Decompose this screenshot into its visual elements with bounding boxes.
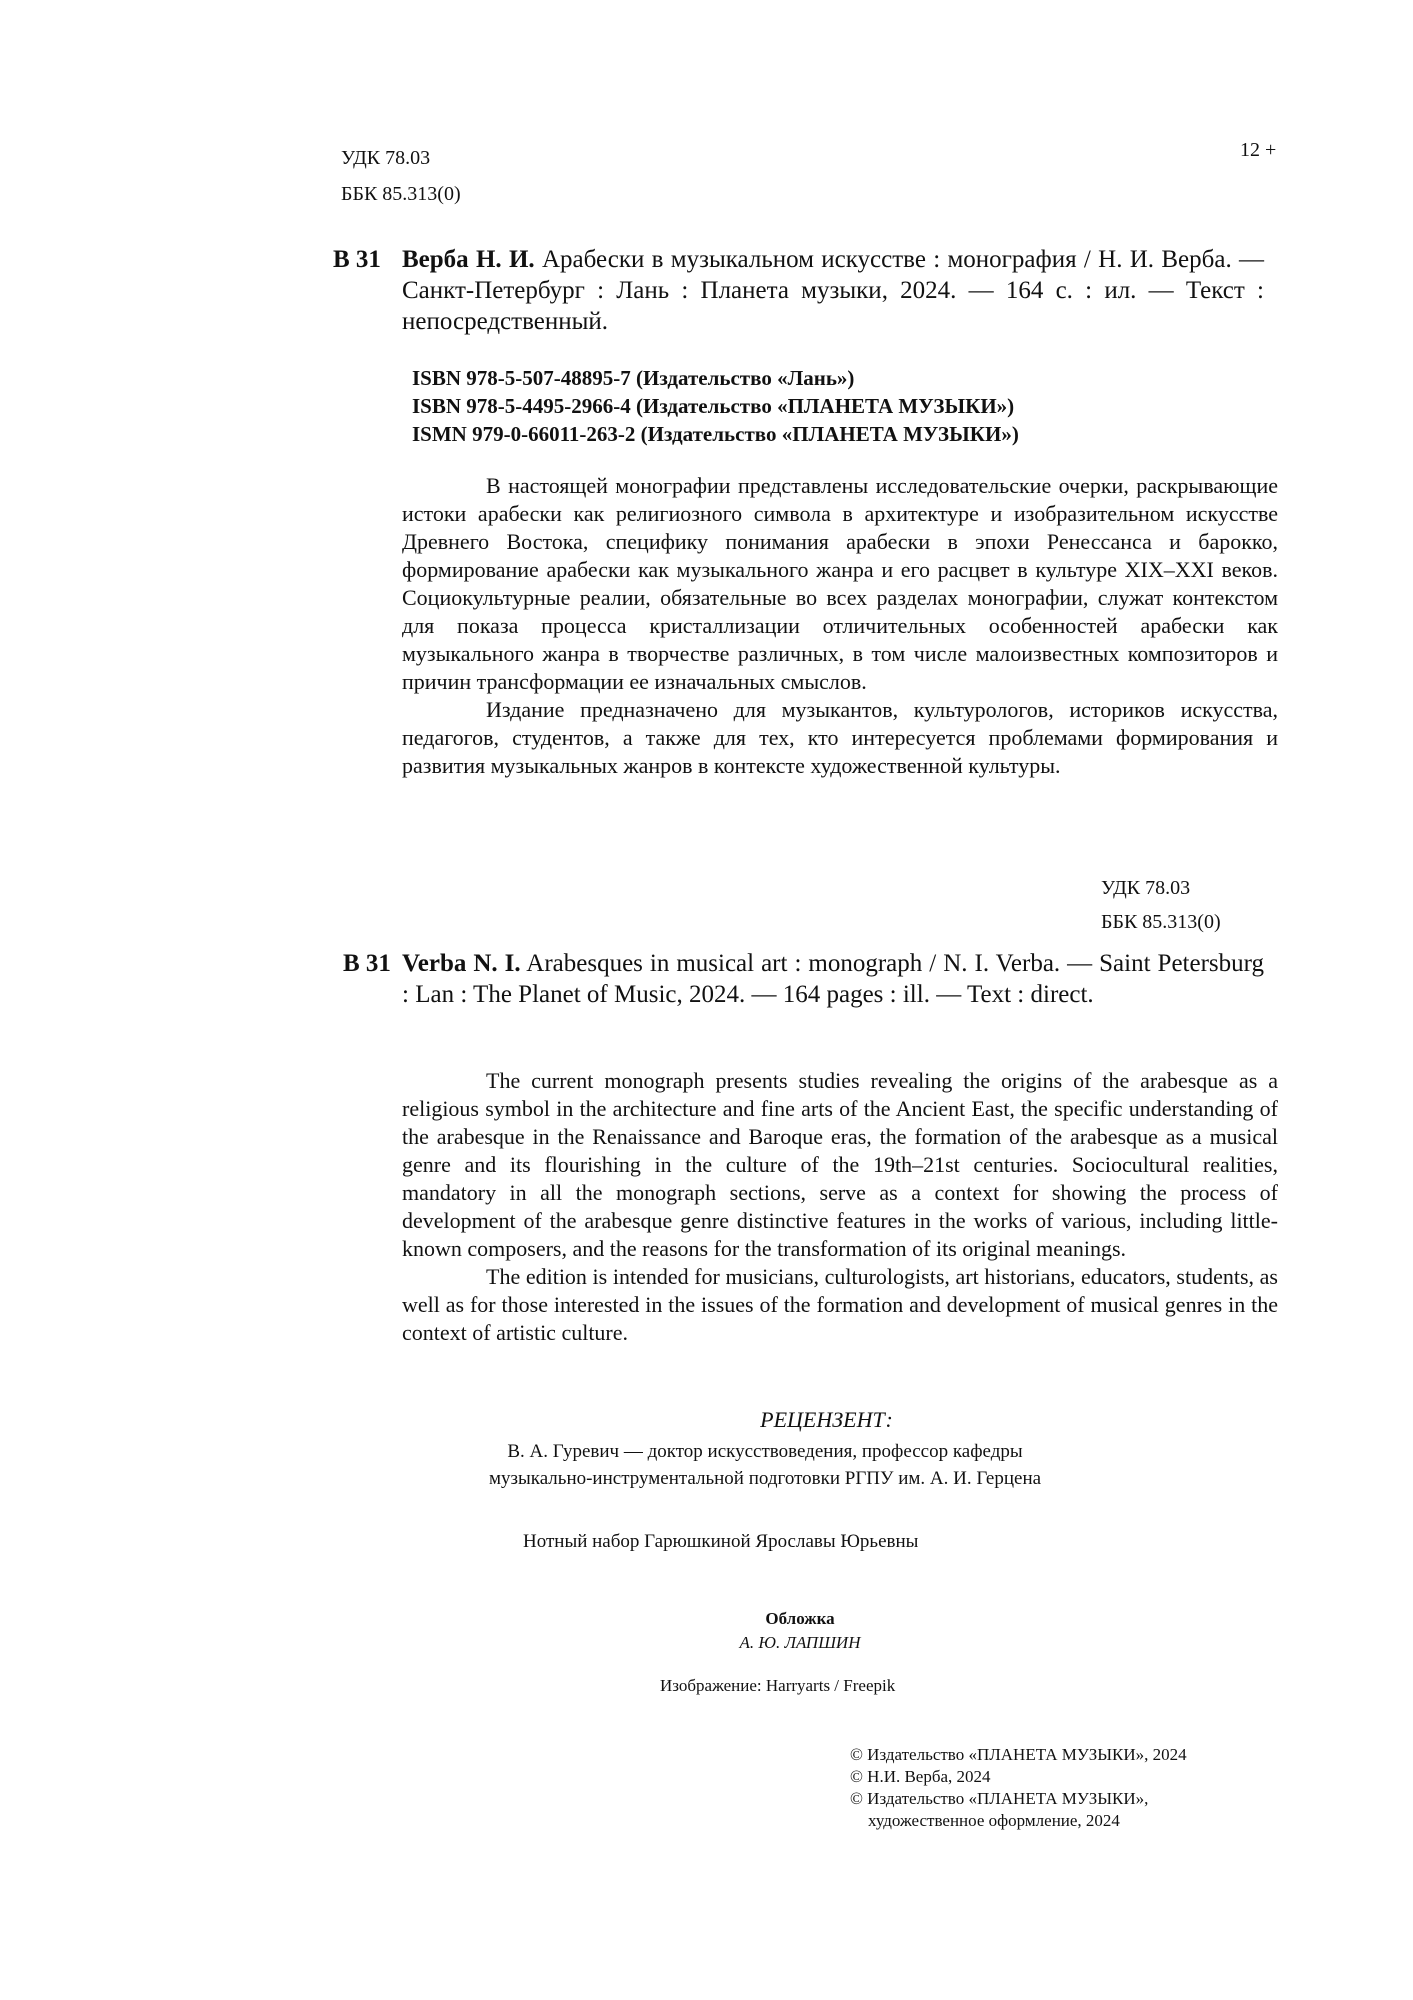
notation-credit: Нотный набор Гарюшкиной Ярославы Юрьевны bbox=[523, 1531, 919, 1552]
citation-text-ru: Арабески в музыкальном искусстве : монография / Н. И. Верба. — Санкт-Петербург : Лань : Планета музыки, 2024. — 164 с. : ил. — Текст : непосредственный. bbox=[402, 246, 1265, 335]
udk-code: УДК 78.03 bbox=[341, 147, 431, 169]
cover-credit bbox=[620, 1607, 980, 1655]
reviewer-heading bbox=[0, 1407, 1413, 1433]
ismn-line: ISMN 979-0-66011-263-2 (Издательство «ПЛАНЕТА МУЗЫКИ») bbox=[412, 422, 1019, 446]
catalog-mark-ru bbox=[333, 244, 381, 275]
reviewer-line: В. А. Гуревич — доктор искусствоведения, профессор кафедры bbox=[507, 1441, 1023, 1462]
reviewer-line: музыкально-инструментальной подготовки РГПУ им. А. И. Герцена bbox=[488, 1468, 1042, 1489]
citation-ru bbox=[402, 244, 1264, 337]
copyright-line: художественное оформление, 2024 bbox=[868, 1811, 1120, 1830]
cover-designer: А. Ю. ЛАПШИН bbox=[739, 1633, 861, 1652]
cover-heading: Обложка bbox=[765, 1609, 835, 1628]
age-rating: 12 + bbox=[1240, 139, 1277, 161]
copyright-line: © Н.И. Верба, 2024 bbox=[850, 1767, 991, 1786]
udk-code-en: УДК 78.03 bbox=[1101, 877, 1191, 899]
copyright-block bbox=[850, 1744, 1187, 1832]
reviewer-block bbox=[400, 1438, 1130, 1492]
image-credit: Изображение: Harryarts / Freepik bbox=[660, 1676, 896, 1695]
isbn-block bbox=[412, 364, 1019, 448]
abstract-en bbox=[402, 1067, 1278, 1347]
citation-en bbox=[402, 948, 1264, 1010]
isbn-line: ISBN 978-5-4495-2966-4 (Издательство «ПЛАНЕТА МУЗЫКИ») bbox=[412, 394, 1015, 418]
author-en: Verba N. I. bbox=[402, 950, 521, 977]
isbn-line: ISBN 978-5-507-48895-7 (Издательство «Лань») bbox=[412, 366, 855, 390]
abstract-paragraph-en: The current monograph presents studies revealing the origins of the arabesque as a religious symbol in the architecture and fine arts of the Ancient East, the specific understanding of the arabesque in the Renaissance and Baroque eras, the formation of the arabesque as a musical genre and its flourishing in the culture of the 19th–21st centuries. Sociocultural realities, mandatory in all the monograph sections, serve as a context for showing the process of development of the arabesque genre distinctive features in the works of various, including little-known composers, and the reasons for the transformation of its original meanings. bbox=[402, 1068, 1278, 1261]
copyright-line: © Издательство «ПЛАНЕТА МУЗЫКИ», 2024 bbox=[850, 1745, 1187, 1764]
author-ru: Верба Н. И. bbox=[402, 246, 535, 273]
copyright-line: © Издательство «ПЛАНЕТА МУЗЫКИ», bbox=[850, 1789, 1149, 1808]
catalog-mark-label: В 31 bbox=[343, 950, 391, 977]
catalog-mark-label: В 31 bbox=[333, 246, 381, 273]
abstract-ru bbox=[402, 472, 1278, 780]
citation-text-en: Arabesques in musical art : monograph / N. I. Verba. — Saint Petersburg : Lan : The Planet of Music, 2024. — 164 pages : ill. — Text : direct. bbox=[402, 950, 1265, 1008]
reviewer-heading-text: РЕЦЕНЗЕНТ: bbox=[760, 1407, 893, 1432]
audience-paragraph-en: The edition is intended for musicians, culturologists, art historians, educators, students, as well as for those interested in the issues of the formation and development of musical genres in the context of artistic culture. bbox=[402, 1264, 1278, 1345]
audience-paragraph-ru: Издание предназначено для музыкантов, культурологов, историков искусства, педагогов, студентов, а также для тех, кто интересуется проблемами формирования и развития музыкальных жанров в контексте художественной культуры. bbox=[402, 697, 1278, 778]
abstract-paragraph-ru: В настоящей монографии представлены исследовательские очерки, раскрывающие истоки арабески как религиозного символа в архитектуре и изобразительном искусстве Древнего Востока, специфику понимания арабески в эпохи Ренессанса и барокко, формирование арабески как музыкального жанра и его расцвет в культуре XIX–XXI веков. Социокультурные реалии, обязательные во всех разделах монографии, служат контекстом для показа процесса кристаллизации отличительных особенностей арабески как музыкального жанра в творчестве различных, в том числе малоизвестных композиторов и причин трансформации ее изначальных смыслов. bbox=[402, 473, 1278, 694]
bbk-code-en: ББК 85.313(0) bbox=[1101, 911, 1221, 933]
catalog-mark-en bbox=[343, 948, 391, 979]
bbk-code: ББК 85.313(0) bbox=[341, 183, 461, 205]
